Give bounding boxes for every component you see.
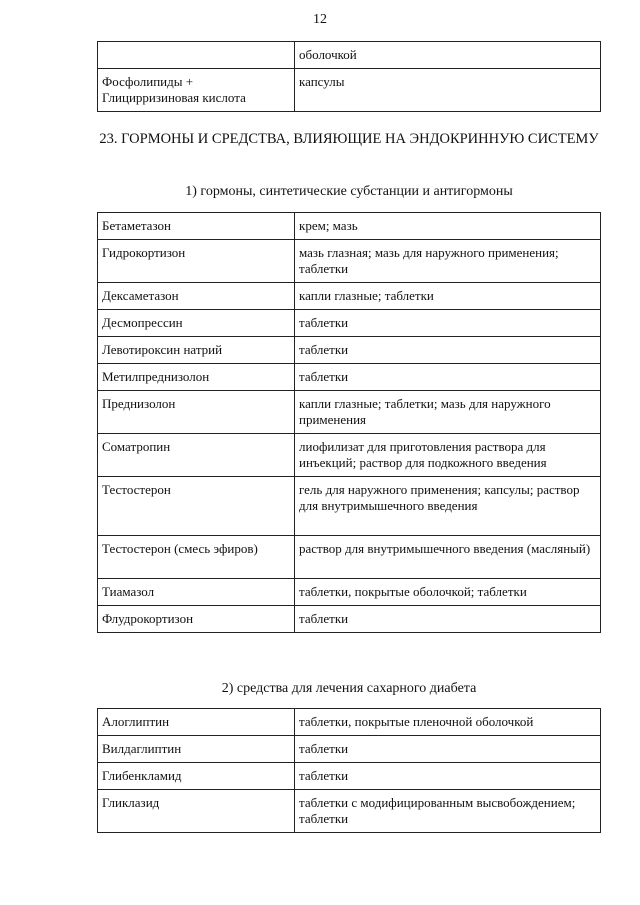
table-row — [98, 310, 601, 337]
table-row — [98, 283, 601, 310]
drug-name: Гидрокортизон — [98, 240, 295, 283]
drug-name: Алоглиптин — [98, 709, 295, 736]
drug-name: Метилпреднизолон — [98, 364, 295, 391]
drug-name — [98, 69, 295, 112]
drug-name: Бетаметазон — [98, 213, 295, 240]
drug-name-line: Фосфолипиды + — [102, 74, 194, 89]
table-row — [98, 536, 601, 579]
drug-name: Флудрокортизон — [98, 606, 295, 633]
dosage-form: капсулы — [295, 69, 601, 112]
dosage-form: таблетки — [295, 337, 601, 364]
dosage-form: таблетки, покрытые пленочной оболочкой — [295, 709, 601, 736]
dosage-form: мазь глазная; мазь для наружного применения; таблетки — [295, 240, 601, 283]
table-row — [98, 790, 601, 833]
table-row — [98, 736, 601, 763]
section-title: 23. ГОРМОНЫ И СРЕДСТВА, ВЛИЯЮЩИЕ НА ЭНДОКРИННУЮ СИСТЕМУ — [99, 131, 599, 147]
table-row — [98, 579, 601, 606]
table-row — [98, 364, 601, 391]
drug-name: Тестостерон (смесь эфиров) — [98, 536, 295, 579]
subsection-title: 2) средства для лечения сахарного диабета — [221, 681, 477, 696]
dosage-form: таблетки — [295, 606, 601, 633]
drug-name: Вилдаглиптин — [98, 736, 295, 763]
table-row — [98, 240, 601, 283]
dosage-form: капли глазные; таблетки — [295, 283, 601, 310]
table-row — [98, 42, 601, 69]
dosage-form: крем; мазь — [295, 213, 601, 240]
subsection-title: 1) гормоны, синтетические субстанции и антигормоны — [185, 184, 513, 199]
table-row — [98, 69, 601, 112]
drug-name — [98, 42, 295, 69]
table-row — [98, 391, 601, 434]
drug-name: Гликлазид — [98, 790, 295, 833]
dosage-form: таблетки с модифицированным высвобождением; таблетки — [295, 790, 601, 833]
diabetes-table — [97, 708, 601, 833]
dosage-form: таблетки — [295, 763, 601, 790]
table-row — [98, 763, 601, 790]
dosage-form: таблетки — [295, 736, 601, 763]
continued-table — [97, 41, 601, 112]
table-row — [98, 709, 601, 736]
dosage-form: гель для наружного применения; капсулы; раствор для внутримышечного введения — [295, 477, 601, 536]
dosage-form: таблетки, покрытые оболочкой; таблетки — [295, 579, 601, 606]
drug-name: Дексаметазон — [98, 283, 295, 310]
table-row — [98, 213, 601, 240]
drug-name: Соматропин — [98, 434, 295, 477]
table-row — [98, 606, 601, 633]
dosage-form: оболочкой — [295, 42, 601, 69]
drug-name: Десмопрессин — [98, 310, 295, 337]
page-number: 12 — [313, 12, 327, 27]
drug-name: Глибенкламид — [98, 763, 295, 790]
dosage-form: капли глазные; таблетки; мазь для наружного применения — [295, 391, 601, 434]
drug-name: Тестостерон — [98, 477, 295, 536]
dosage-form: таблетки — [295, 364, 601, 391]
dosage-form: лиофилизат для приготовления раствора для инъекций; раствор для подкожного введения — [295, 434, 601, 477]
drug-name: Левотироксин натрий — [98, 337, 295, 364]
drug-name: Тиамазол — [98, 579, 295, 606]
hormones-table — [97, 212, 601, 633]
table-row — [98, 337, 601, 364]
drug-name-line: Глицирризиновая кислота — [102, 90, 246, 105]
dosage-form: раствор для внутримышечного введения (масляный) — [295, 536, 601, 579]
dosage-form: таблетки — [295, 310, 601, 337]
drug-name: Преднизолон — [98, 391, 295, 434]
table-row — [98, 477, 601, 536]
table-row — [98, 434, 601, 477]
